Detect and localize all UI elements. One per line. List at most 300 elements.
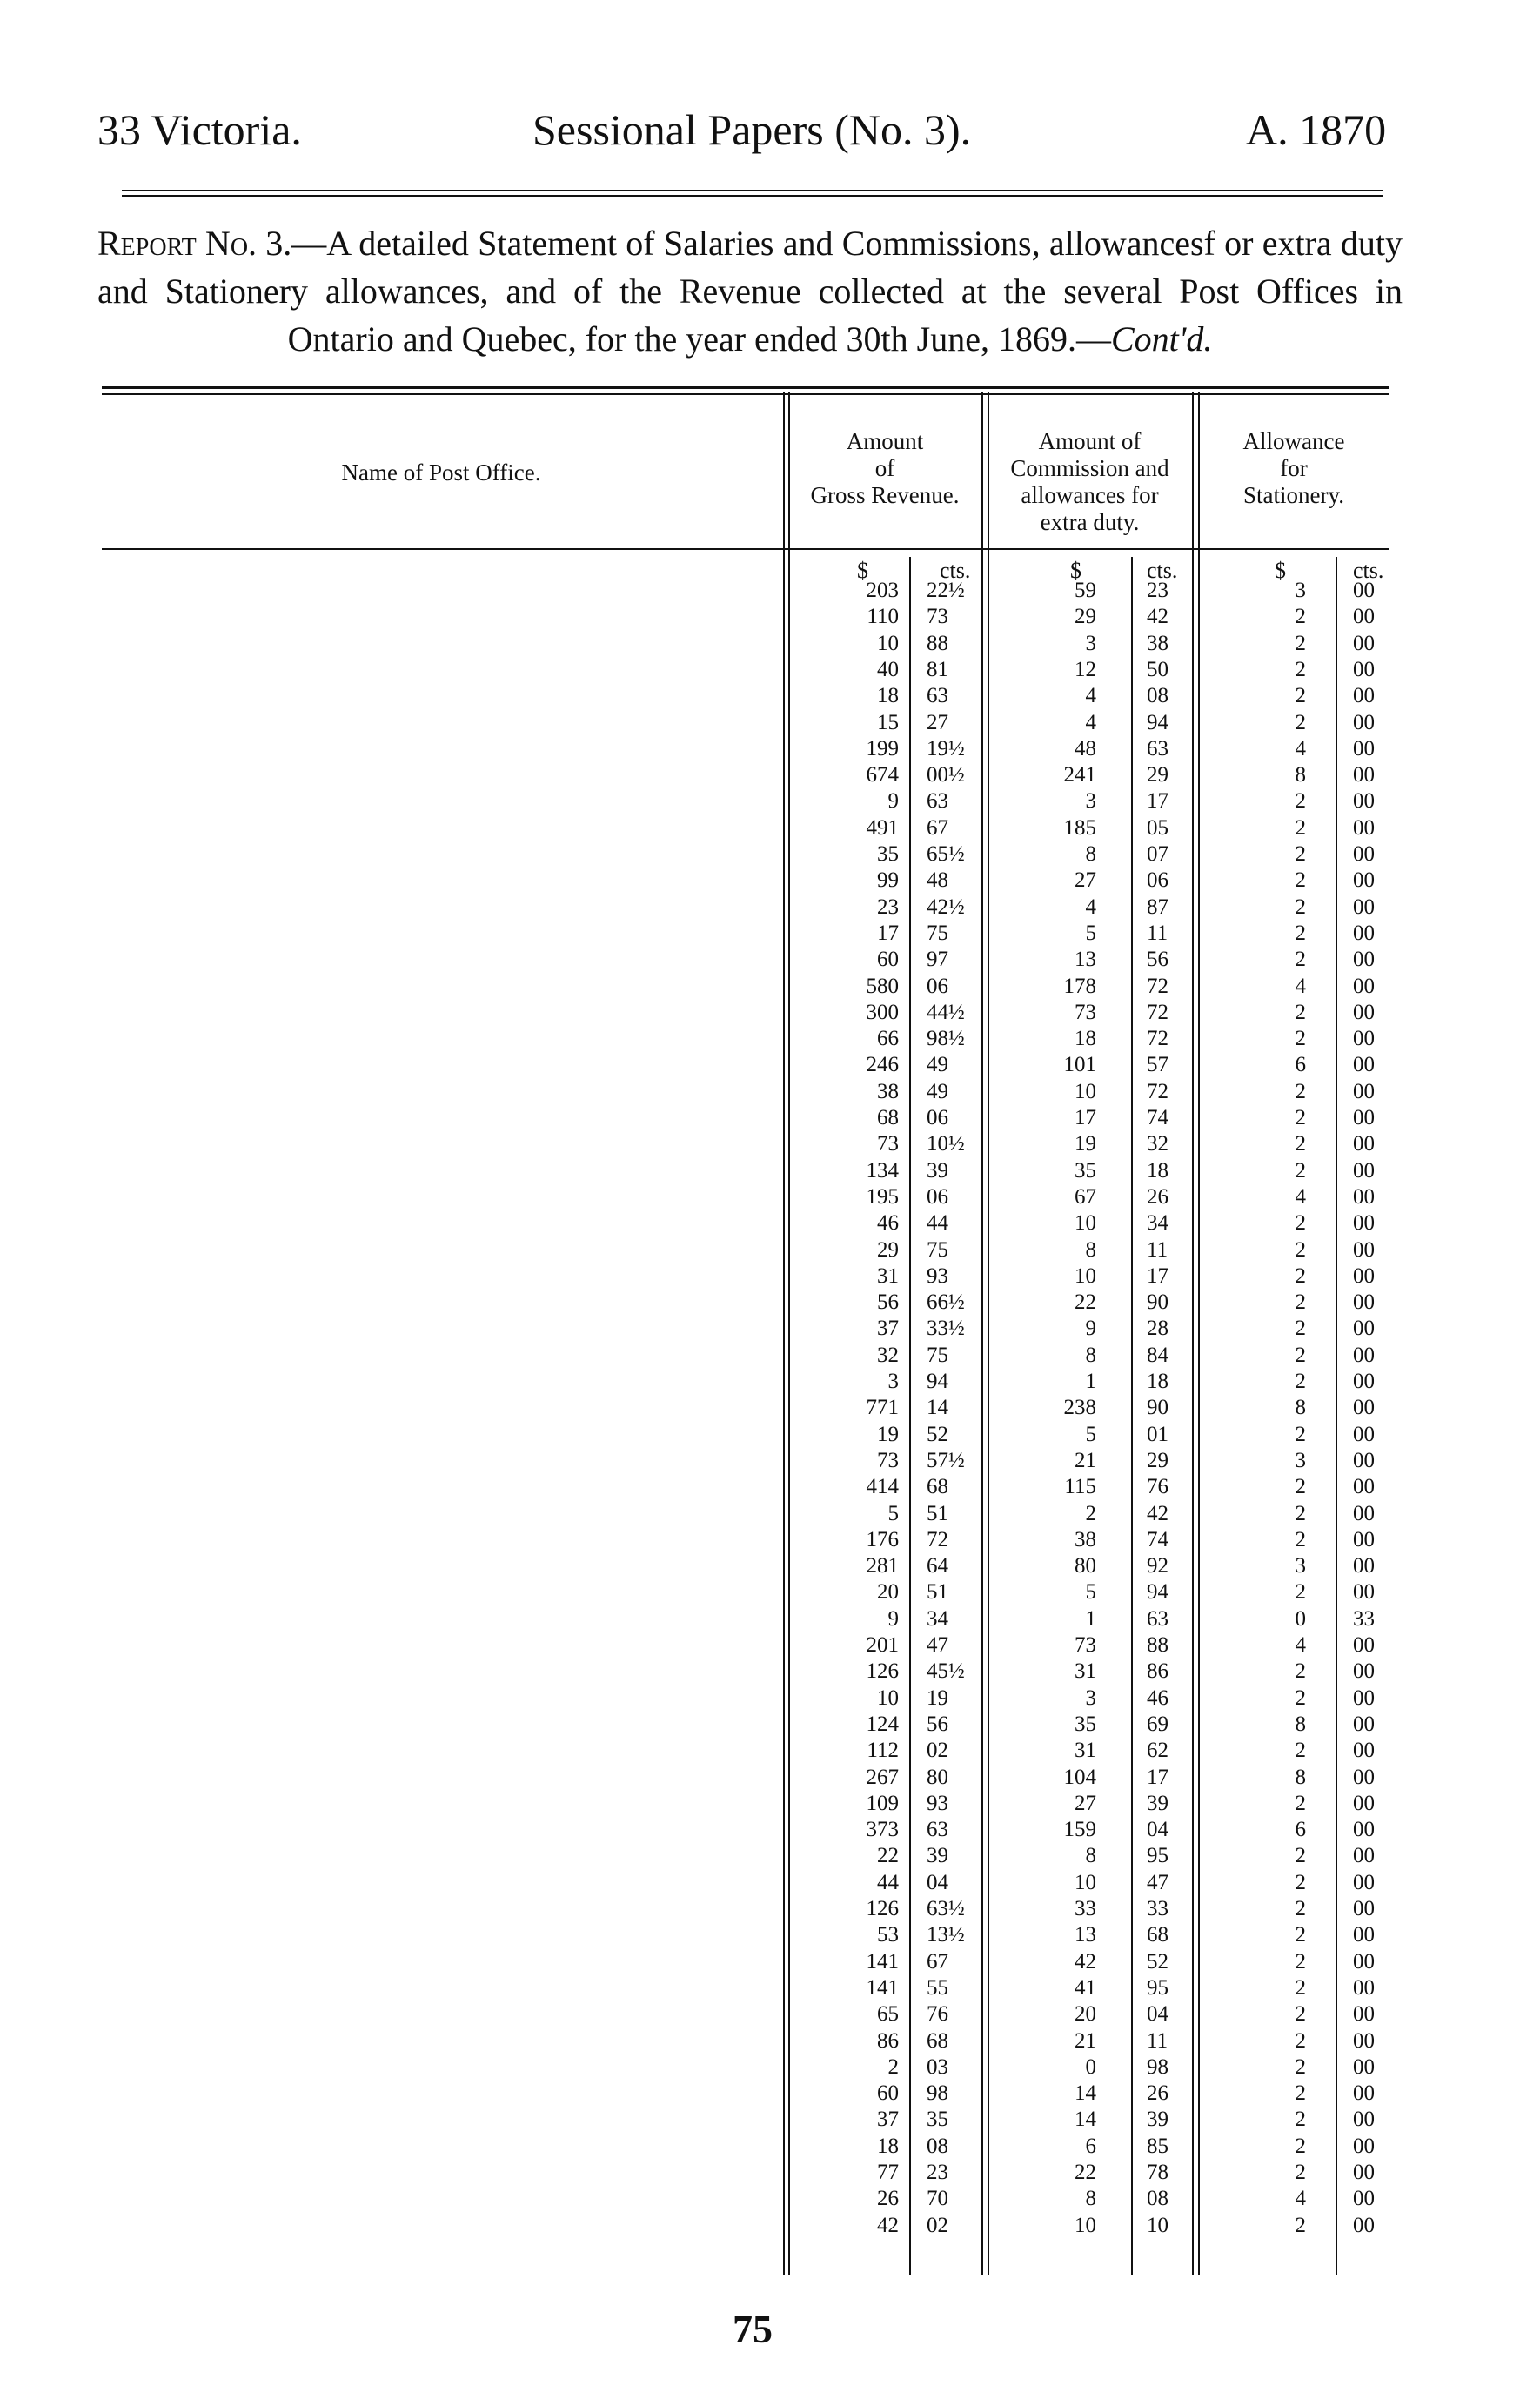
stationery-cents: 00 [1353, 1211, 1375, 1236]
table-row [0, 1896, 1540, 1922]
gross-dollars: 60 [877, 948, 899, 972]
stationery-cents: 00 [1353, 631, 1375, 655]
gross-dollars: 26 [877, 2187, 899, 2211]
column-header-name [102, 459, 780, 486]
stationery-dollars: 4 [1295, 736, 1306, 761]
table-row [0, 1395, 1540, 1421]
stationery-cents: 00 [1353, 1132, 1375, 1156]
table-row [0, 1870, 1540, 1896]
gross-dollars: 68 [877, 1106, 899, 1129]
stationery-cents: 00 [1353, 948, 1375, 972]
stationery-cents: 33 [1353, 1606, 1375, 1631]
table-row [0, 1527, 1540, 1553]
commission-dollars: 0 [1085, 2054, 1096, 2079]
table-row [0, 2213, 1540, 2239]
gross-dollars: 20 [877, 1580, 899, 1605]
commission-cents: 95 [1147, 1975, 1168, 2000]
gross-dollars: 73 [877, 1132, 899, 1156]
gross-cents: 13½ [927, 1923, 965, 1947]
stationery-dollars: 2 [1295, 1527, 1306, 1552]
gross-cents: 63½ [927, 1897, 965, 1920]
commission-cents: 57 [1147, 1053, 1168, 1077]
commission-dollars: 17 [1075, 1106, 1096, 1129]
stationery-dollars: 4 [1295, 974, 1306, 998]
commission-cents: 38 [1147, 631, 1168, 655]
gross-dollars: 15 [877, 710, 899, 734]
gross-dollars: 10 [877, 631, 899, 655]
stationery-cents: 00 [1353, 1422, 1375, 1446]
gross-dollars: 23 [877, 895, 899, 919]
table-row [0, 2028, 1540, 2054]
commission-header-line-3: allowances for [1021, 482, 1159, 508]
gross-cents: 65½ [927, 842, 965, 866]
table-row [0, 1210, 1540, 1237]
commission-dollars: 2 [1085, 1501, 1096, 1525]
table-row [0, 1659, 1540, 1685]
gross-dollars: 281 [866, 1554, 899, 1578]
table-row [0, 1843, 1540, 1869]
stationery-cents: 00 [1353, 1949, 1375, 1974]
stationery-dollars: 2 [1295, 1000, 1306, 1024]
commission-cents: 17 [1147, 1765, 1168, 1789]
gross-dollars: 201 [866, 1633, 899, 1657]
gross-cents: 02 [927, 1739, 948, 1763]
stationery-dollars: 8 [1295, 1396, 1306, 1420]
header-paper-number: Sessional Papers (No. 3). [532, 105, 972, 154]
gross-dollars: 60 [877, 2081, 899, 2106]
gross-dollars: 77 [877, 2161, 899, 2184]
gross-cents: 27 [927, 710, 948, 734]
table-row [0, 1448, 1540, 1474]
table-row [0, 1422, 1540, 1448]
stationery-cents: 00 [1353, 1686, 1375, 1710]
table-row [0, 1316, 1540, 1342]
gross-cents-unit: cts. [940, 558, 971, 583]
gross-dollars: 56 [877, 1290, 899, 1315]
gross-cents: 56 [927, 1712, 948, 1736]
gross-cents: 75 [927, 1343, 948, 1367]
gross-header-line-3: Gross Revenue. [810, 482, 960, 508]
stationery-dollars: 2 [1295, 2081, 1306, 2106]
gross-dollars: 22 [877, 1844, 899, 1868]
commission-cents: 88 [1147, 1633, 1168, 1657]
commission-dollars: 22 [1075, 2161, 1096, 2184]
gross-dollars: 203 [866, 579, 899, 602]
gross-dollars: 674 [866, 763, 899, 788]
gross-dollars: 46 [877, 1211, 899, 1236]
gross-dollars: 109 [866, 1791, 899, 1815]
stationery-dollars: 2 [1295, 1501, 1306, 1525]
stationery-dollars: 2 [1295, 1844, 1306, 1868]
commission-cents: 29 [1147, 763, 1168, 788]
gross-dollars: 10 [877, 1686, 899, 1710]
table-row [0, 1791, 1540, 1817]
stationery-dollars: 2 [1295, 2134, 1306, 2158]
table-row [0, 2134, 1540, 2160]
table-row [0, 1949, 1540, 1975]
commission-cents: 87 [1147, 895, 1168, 919]
commission-cents: 95 [1147, 1844, 1168, 1868]
stationery-cents: 00 [1353, 974, 1375, 998]
table-row [0, 947, 1540, 973]
gross-cents: 75 [927, 921, 948, 945]
table-row [0, 762, 1540, 788]
stationery-dollars: 2 [1295, 1686, 1306, 1710]
stationery-dollars: 8 [1295, 1765, 1306, 1789]
stationery-dollars: 2 [1295, 684, 1306, 708]
stationery-cents: 00 [1353, 1317, 1375, 1341]
stationery-cents: 00 [1353, 921, 1375, 945]
stationery-dollars: 3 [1295, 579, 1306, 602]
stationery-cents: 00 [1353, 1079, 1375, 1103]
report-title [97, 219, 1403, 363]
commission-dollars: 8 [1085, 1237, 1096, 1262]
stationery-dollars: 2 [1295, 1897, 1306, 1920]
gross-dollars: 37 [877, 1317, 899, 1341]
gross-cents: 08 [927, 2134, 948, 2158]
commission-cents: 56 [1147, 948, 1168, 972]
gross-dollars: 2 [887, 2054, 899, 2079]
gross-cents: 19½ [927, 736, 965, 761]
commission-dollars: 42 [1075, 1949, 1096, 1974]
table-row [0, 1975, 1540, 2001]
commission-dollars: 21 [1075, 1448, 1096, 1472]
commission-dollars: 1 [1085, 1370, 1096, 1393]
table-row [0, 1606, 1540, 1632]
commission-header-line-1: Amount of [1038, 428, 1142, 454]
stationery-dollars: 2 [1295, 789, 1306, 814]
stationery-cents: 00 [1353, 1158, 1375, 1183]
stationery-dollars: 2 [1295, 2002, 1306, 2027]
table-row [0, 1131, 1540, 1157]
commission-cents: 90 [1147, 1290, 1168, 1315]
table-top-rule-2 [102, 393, 1389, 395]
gross-cents: 76 [927, 2002, 948, 2027]
stationery-cents: 00 [1353, 1448, 1375, 1472]
commission-cents: 08 [1147, 2187, 1168, 2211]
stationery-dollars: 2 [1295, 815, 1306, 840]
gross-dollars: 19 [877, 1422, 899, 1446]
commission-cents: 17 [1147, 1263, 1168, 1288]
stationery-cents: 00 [1353, 1870, 1375, 1894]
stationery-dollars: 2 [1295, 1370, 1306, 1393]
stationery-cents: 00 [1353, 2002, 1375, 2027]
commission-dollars: 35 [1075, 1158, 1096, 1183]
table-row [0, 1237, 1540, 1263]
commission-dollars: 33 [1075, 1897, 1096, 1920]
stationery-dollars: 2 [1295, 2213, 1306, 2237]
gross-cents: 00½ [927, 763, 965, 788]
table-row [0, 788, 1540, 814]
gross-dollars: 414 [866, 1475, 899, 1499]
stationery-dollars: 2 [1295, 1211, 1306, 1236]
gross-cents: 14 [927, 1396, 948, 1420]
gross-header-line-2: of [874, 455, 895, 481]
commission-cents: 72 [1147, 1027, 1168, 1051]
gross-dollars: 176 [866, 1527, 899, 1552]
gross-cents: 97 [927, 948, 948, 972]
gross-dollars: 126 [866, 1659, 899, 1684]
stationery-cents: 00 [1353, 1290, 1375, 1315]
stationery-dollars: 2 [1295, 1791, 1306, 1815]
stationery-cents: 00 [1353, 1975, 1375, 2000]
commission-dollars-unit: $ [1070, 558, 1081, 583]
stationery-cents: 00 [1353, 1106, 1375, 1129]
stationery-dollars: 3 [1295, 1448, 1306, 1472]
gross-cents: 93 [927, 1263, 948, 1288]
gross-dollars: 246 [866, 1053, 899, 1077]
stationery-dollars: 2 [1295, 1317, 1306, 1341]
gross-header-line-1: Amount [846, 428, 924, 454]
table-row [0, 1474, 1540, 1500]
gross-cents: 98 [927, 2081, 948, 2106]
stationery-dollars: 2 [1295, 1975, 1306, 2000]
stationery-cents: 00 [1353, 1580, 1375, 1605]
gross-dollars: 18 [877, 684, 899, 708]
gross-cents: 44 [927, 1211, 948, 1236]
commission-dollars: 48 [1075, 736, 1096, 761]
commission-dollars: 21 [1075, 2028, 1096, 2053]
gross-dollars: 18 [877, 2134, 899, 2158]
table-row [0, 1579, 1540, 1605]
stationery-cents: 00 [1353, 1053, 1375, 1077]
commission-cents: 29 [1147, 1448, 1168, 1472]
gross-cents: 67 [927, 1949, 948, 1974]
table-header-rule [102, 548, 1389, 550]
stationery-dollars: 2 [1295, 1475, 1306, 1499]
gross-dollars: 3 [887, 1370, 899, 1393]
commission-cents: 76 [1147, 1475, 1168, 1499]
commission-dollars: 27 [1075, 868, 1096, 893]
stationery-cents: 00 [1353, 1554, 1375, 1578]
commission-dollars: 4 [1085, 684, 1096, 708]
stationery-dollars: 8 [1295, 763, 1306, 788]
commission-dollars: 5 [1085, 1422, 1096, 1446]
stationery-dollars: 6 [1295, 1818, 1306, 1842]
commission-cents: 04 [1147, 1818, 1168, 1842]
gross-dollars: 199 [866, 736, 899, 761]
commission-cents: 74 [1147, 1527, 1168, 1552]
column-header-commission [988, 428, 1192, 536]
table-row [0, 1922, 1540, 1948]
gross-cents: 63 [927, 1818, 948, 1842]
stationery-cents: 00 [1353, 1897, 1375, 1920]
header-year: A. 1870 [1246, 105, 1387, 154]
stationery-cents: 00 [1353, 684, 1375, 708]
commission-cents: 42 [1147, 605, 1168, 629]
commission-cents: 17 [1147, 789, 1168, 814]
gross-cents: 19 [927, 1686, 948, 1710]
commission-dollars: 3 [1085, 789, 1096, 814]
gross-cents: 81 [927, 657, 948, 681]
gross-dollars: 37 [877, 2108, 899, 2132]
gross-cents: 47 [927, 1633, 948, 1657]
stationery-dollars: 2 [1295, 657, 1306, 681]
gross-cents: 98½ [927, 1027, 965, 1051]
stationery-cents: 00 [1353, 1343, 1375, 1367]
stationery-dollars: 2 [1295, 605, 1306, 629]
stationery-cents: 00 [1353, 789, 1375, 814]
table-row [0, 1501, 1540, 1527]
stationery-cents: 00 [1353, 1818, 1375, 1842]
commission-dollars: 73 [1075, 1000, 1096, 1024]
commission-dollars: 13 [1075, 948, 1096, 972]
gross-cents: 49 [927, 1053, 948, 1077]
column-header-name-text: Name of Post Office. [341, 459, 541, 486]
commission-cents: 84 [1147, 1343, 1168, 1367]
commission-dollars: 59 [1075, 579, 1096, 602]
stationery-cents: 00 [1353, 868, 1375, 893]
table-row [0, 1026, 1540, 1052]
stationery-dollars: 4 [1295, 1184, 1306, 1209]
header-rule-bottom [122, 195, 1383, 197]
table-row [0, 841, 1540, 868]
stationery-dollars: 2 [1295, 1079, 1306, 1103]
commission-cents: 69 [1147, 1712, 1168, 1736]
stationery-cents: 00 [1353, 842, 1375, 866]
stationery-cents: 00 [1353, 1923, 1375, 1947]
commission-dollars: 4 [1085, 895, 1096, 919]
stationery-dollars: 2 [1295, 2161, 1306, 2184]
stationery-dollars: 2 [1295, 2054, 1306, 2079]
commission-cents: 26 [1147, 1184, 1168, 1209]
stationery-dollars: 4 [1295, 2187, 1306, 2211]
gross-dollars: 124 [866, 1712, 899, 1736]
stationery-dollars: 2 [1295, 1870, 1306, 1894]
commission-dollars: 10 [1075, 1870, 1096, 1894]
stationery-cents: 00 [1353, 1396, 1375, 1420]
commission-cents: 11 [1147, 1237, 1168, 1262]
commission-dollars: 8 [1085, 1844, 1096, 1868]
stationery-dollars: 2 [1295, 1343, 1306, 1367]
stationery-dollars: 2 [1295, 2028, 1306, 2053]
commission-dollars: 5 [1085, 921, 1096, 945]
table-row [0, 1105, 1540, 1131]
commission-cents: 18 [1147, 1158, 1168, 1183]
commission-cents: 74 [1147, 1106, 1168, 1129]
commission-dollars: 31 [1075, 1739, 1096, 1763]
commission-dollars: 67 [1075, 1184, 1096, 1209]
commission-cents: 52 [1147, 1949, 1168, 1974]
commission-cents: 72 [1147, 1079, 1168, 1103]
table-row [0, 1000, 1540, 1026]
table-row [0, 815, 1540, 841]
gross-dollars: 40 [877, 657, 899, 681]
commission-cents: 39 [1147, 2108, 1168, 2132]
stationery-cents: 00 [1353, 1184, 1375, 1209]
commission-cents: 86 [1147, 1659, 1168, 1684]
gross-cents: 93 [927, 1791, 948, 1815]
table-row [0, 1290, 1540, 1316]
commission-dollars: 8 [1085, 2187, 1096, 2211]
gross-dollars: 35 [877, 842, 899, 866]
gross-cents: 44½ [927, 1000, 965, 1024]
commission-dollars: 10 [1075, 1211, 1096, 1236]
commission-cents: 63 [1147, 736, 1168, 761]
gross-dollars: 9 [887, 789, 899, 814]
stationery-header-line-2: for [1280, 455, 1308, 481]
gross-dollars-unit: $ [857, 558, 868, 583]
commission-dollars: 80 [1075, 1554, 1096, 1578]
table-row [0, 1184, 1540, 1210]
commission-cents: 34 [1147, 1211, 1168, 1236]
stationery-cents: 00 [1353, 1633, 1375, 1657]
stationery-header-line-3: Stationery. [1243, 482, 1344, 508]
commission-cents: 72 [1147, 974, 1168, 998]
stationery-cents: 00 [1353, 657, 1375, 681]
gross-cents: 39 [927, 1844, 948, 1868]
gross-cents: 04 [927, 1870, 948, 1894]
gross-cents: 67 [927, 815, 948, 840]
commission-dollars: 13 [1075, 1923, 1096, 1947]
commission-cents: 68 [1147, 1923, 1168, 1947]
gross-dollars: 42 [877, 2213, 899, 2237]
stationery-cents-unit: cts. [1353, 558, 1384, 583]
table-row [0, 2001, 1540, 2027]
commission-cents: 01 [1147, 1422, 1168, 1446]
commission-dollars: 241 [1063, 763, 1096, 788]
running-header [0, 104, 1540, 157]
table-row [0, 1632, 1540, 1659]
commission-cents: 72 [1147, 1000, 1168, 1024]
gross-dollars: 9 [887, 1606, 899, 1631]
table-row [0, 895, 1540, 921]
commission-cents: 46 [1147, 1686, 1168, 1710]
commission-dollars: 27 [1075, 1791, 1096, 1815]
table-row [0, 974, 1540, 1000]
gross-cents: 63 [927, 789, 948, 814]
gross-cents: 23 [927, 2161, 948, 2184]
table-row [0, 683, 1540, 709]
table-row [0, 1712, 1540, 1738]
stationery-dollars: 2 [1295, 631, 1306, 655]
commission-cents: 32 [1147, 1132, 1168, 1156]
commission-cents: 94 [1147, 710, 1168, 734]
commission-dollars: 1 [1085, 1606, 1096, 1631]
gross-dollars: 195 [866, 1184, 899, 1209]
commission-cents: 11 [1147, 2028, 1168, 2053]
report-label: Report No. 3. [97, 224, 292, 263]
gross-dollars: 580 [866, 974, 899, 998]
table-row [0, 1369, 1540, 1395]
stationery-dollars: 2 [1295, 1290, 1306, 1315]
table-row [0, 1817, 1540, 1843]
gross-cents: 51 [927, 1580, 948, 1605]
commission-cents: 94 [1147, 1580, 1168, 1605]
gross-cents: 06 [927, 974, 948, 998]
gross-dollars: 66 [877, 1027, 899, 1051]
gross-cents: 72 [927, 1527, 948, 1552]
commission-cents: 92 [1147, 1554, 1168, 1578]
stationery-dollars: 2 [1295, 2108, 1306, 2132]
gross-cents: 80 [927, 1765, 948, 1789]
stationery-dollars: 2 [1295, 1132, 1306, 1156]
commission-dollars: 29 [1075, 605, 1096, 629]
commission-dollars: 14 [1075, 2108, 1096, 2132]
commission-header-line-2: Commission and [1010, 455, 1169, 481]
stationery-dollars: 4 [1295, 1633, 1306, 1657]
table-row [0, 2081, 1540, 2107]
table-row [0, 736, 1540, 762]
gross-cents: 42½ [927, 895, 965, 919]
stationery-cents: 00 [1353, 1237, 1375, 1262]
commission-dollars: 238 [1063, 1396, 1096, 1420]
stationery-dollars: 2 [1295, 1263, 1306, 1288]
commission-cents: 06 [1147, 868, 1168, 893]
commission-dollars: 3 [1085, 631, 1096, 655]
gross-cents: 68 [927, 2028, 948, 2053]
stationery-cents: 00 [1353, 1844, 1375, 1868]
